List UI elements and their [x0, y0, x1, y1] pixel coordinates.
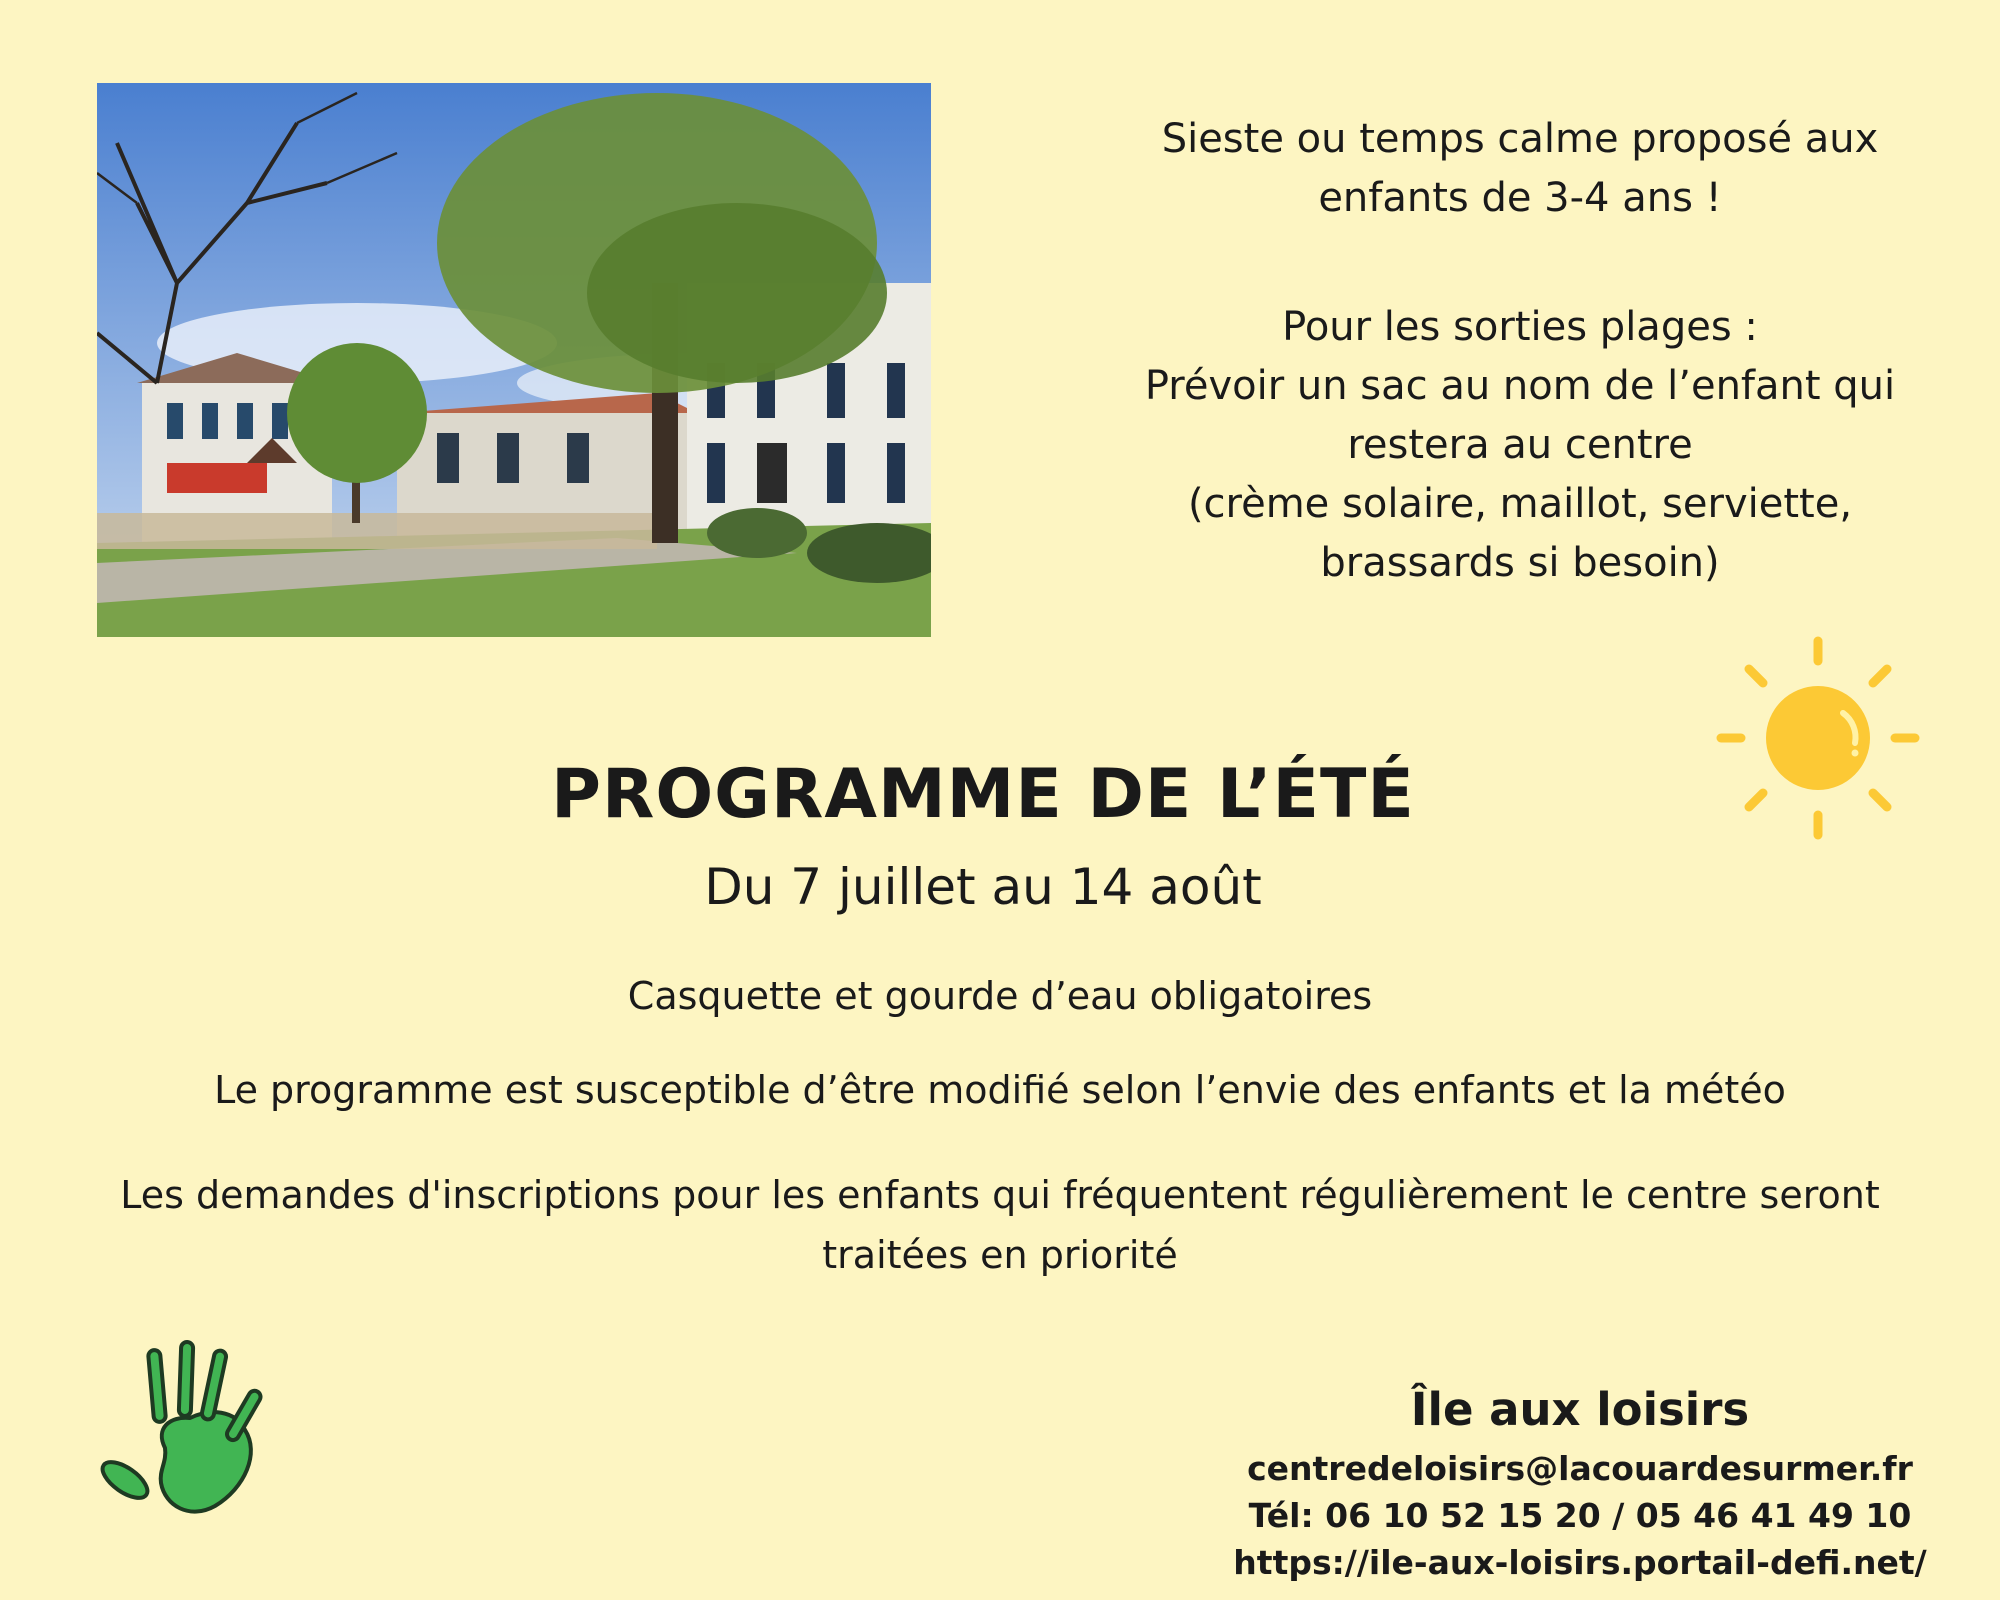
- email-link[interactable]: centredeloisirs@lacouardesurmer.fr: [1247, 1449, 1913, 1488]
- beach-note-line: Prévoir un sac au nom de l’enfant qui: [1144, 363, 1896, 409]
- beach-note-line: Pour les sorties plages :: [1282, 304, 1758, 350]
- changes-rule: Le programme est susceptible d’être modifié selon l’envie des enfants et la météo: [214, 1068, 1786, 1112]
- priority-rule: [0, 1165, 2000, 1285]
- nap-note-line: enfants de 3-4 ans !: [1318, 175, 1722, 221]
- contact-block: [1180, 1375, 1980, 1586]
- hand-print-icon: [95, 1338, 295, 1538]
- beach-note: [1050, 298, 1990, 593]
- equipment-rule: Casquette et gourde d’eau obligatoires: [627, 974, 1373, 1018]
- centre-photo-illustration: [97, 83, 931, 637]
- org-name: Île aux loisirs: [1410, 1383, 1750, 1436]
- program-title: PROGRAMME DE L’ÉTÉ: [551, 755, 1415, 834]
- side-notes: [1050, 110, 1990, 593]
- nap-note-line: Sieste ou temps calme proposé aux: [1161, 116, 1879, 162]
- website-link[interactable]: https://ile-aux-loisirs.portail-defi.net/: [1233, 1543, 1927, 1582]
- beach-note-line: (crème solaire, maillot, serviette,: [1187, 481, 1853, 527]
- phone-numbers: Tél: 06 10 52 15 20 / 05 46 41 49 10: [1248, 1496, 1912, 1535]
- beach-note-line: brassards si besoin): [1320, 540, 1720, 586]
- priority-rule-line: traitées en priorité: [822, 1233, 1178, 1277]
- beach-note-line: restera au centre: [1347, 422, 1693, 468]
- centre-photo: [97, 83, 931, 637]
- nap-note: [1050, 110, 1990, 228]
- priority-rule-line: Les demandes d'inscriptions pour les enfants qui fréquentent régulièrement le centre seront: [120, 1173, 1880, 1217]
- program-dates: Du 7 juillet au 14 août: [704, 858, 1262, 916]
